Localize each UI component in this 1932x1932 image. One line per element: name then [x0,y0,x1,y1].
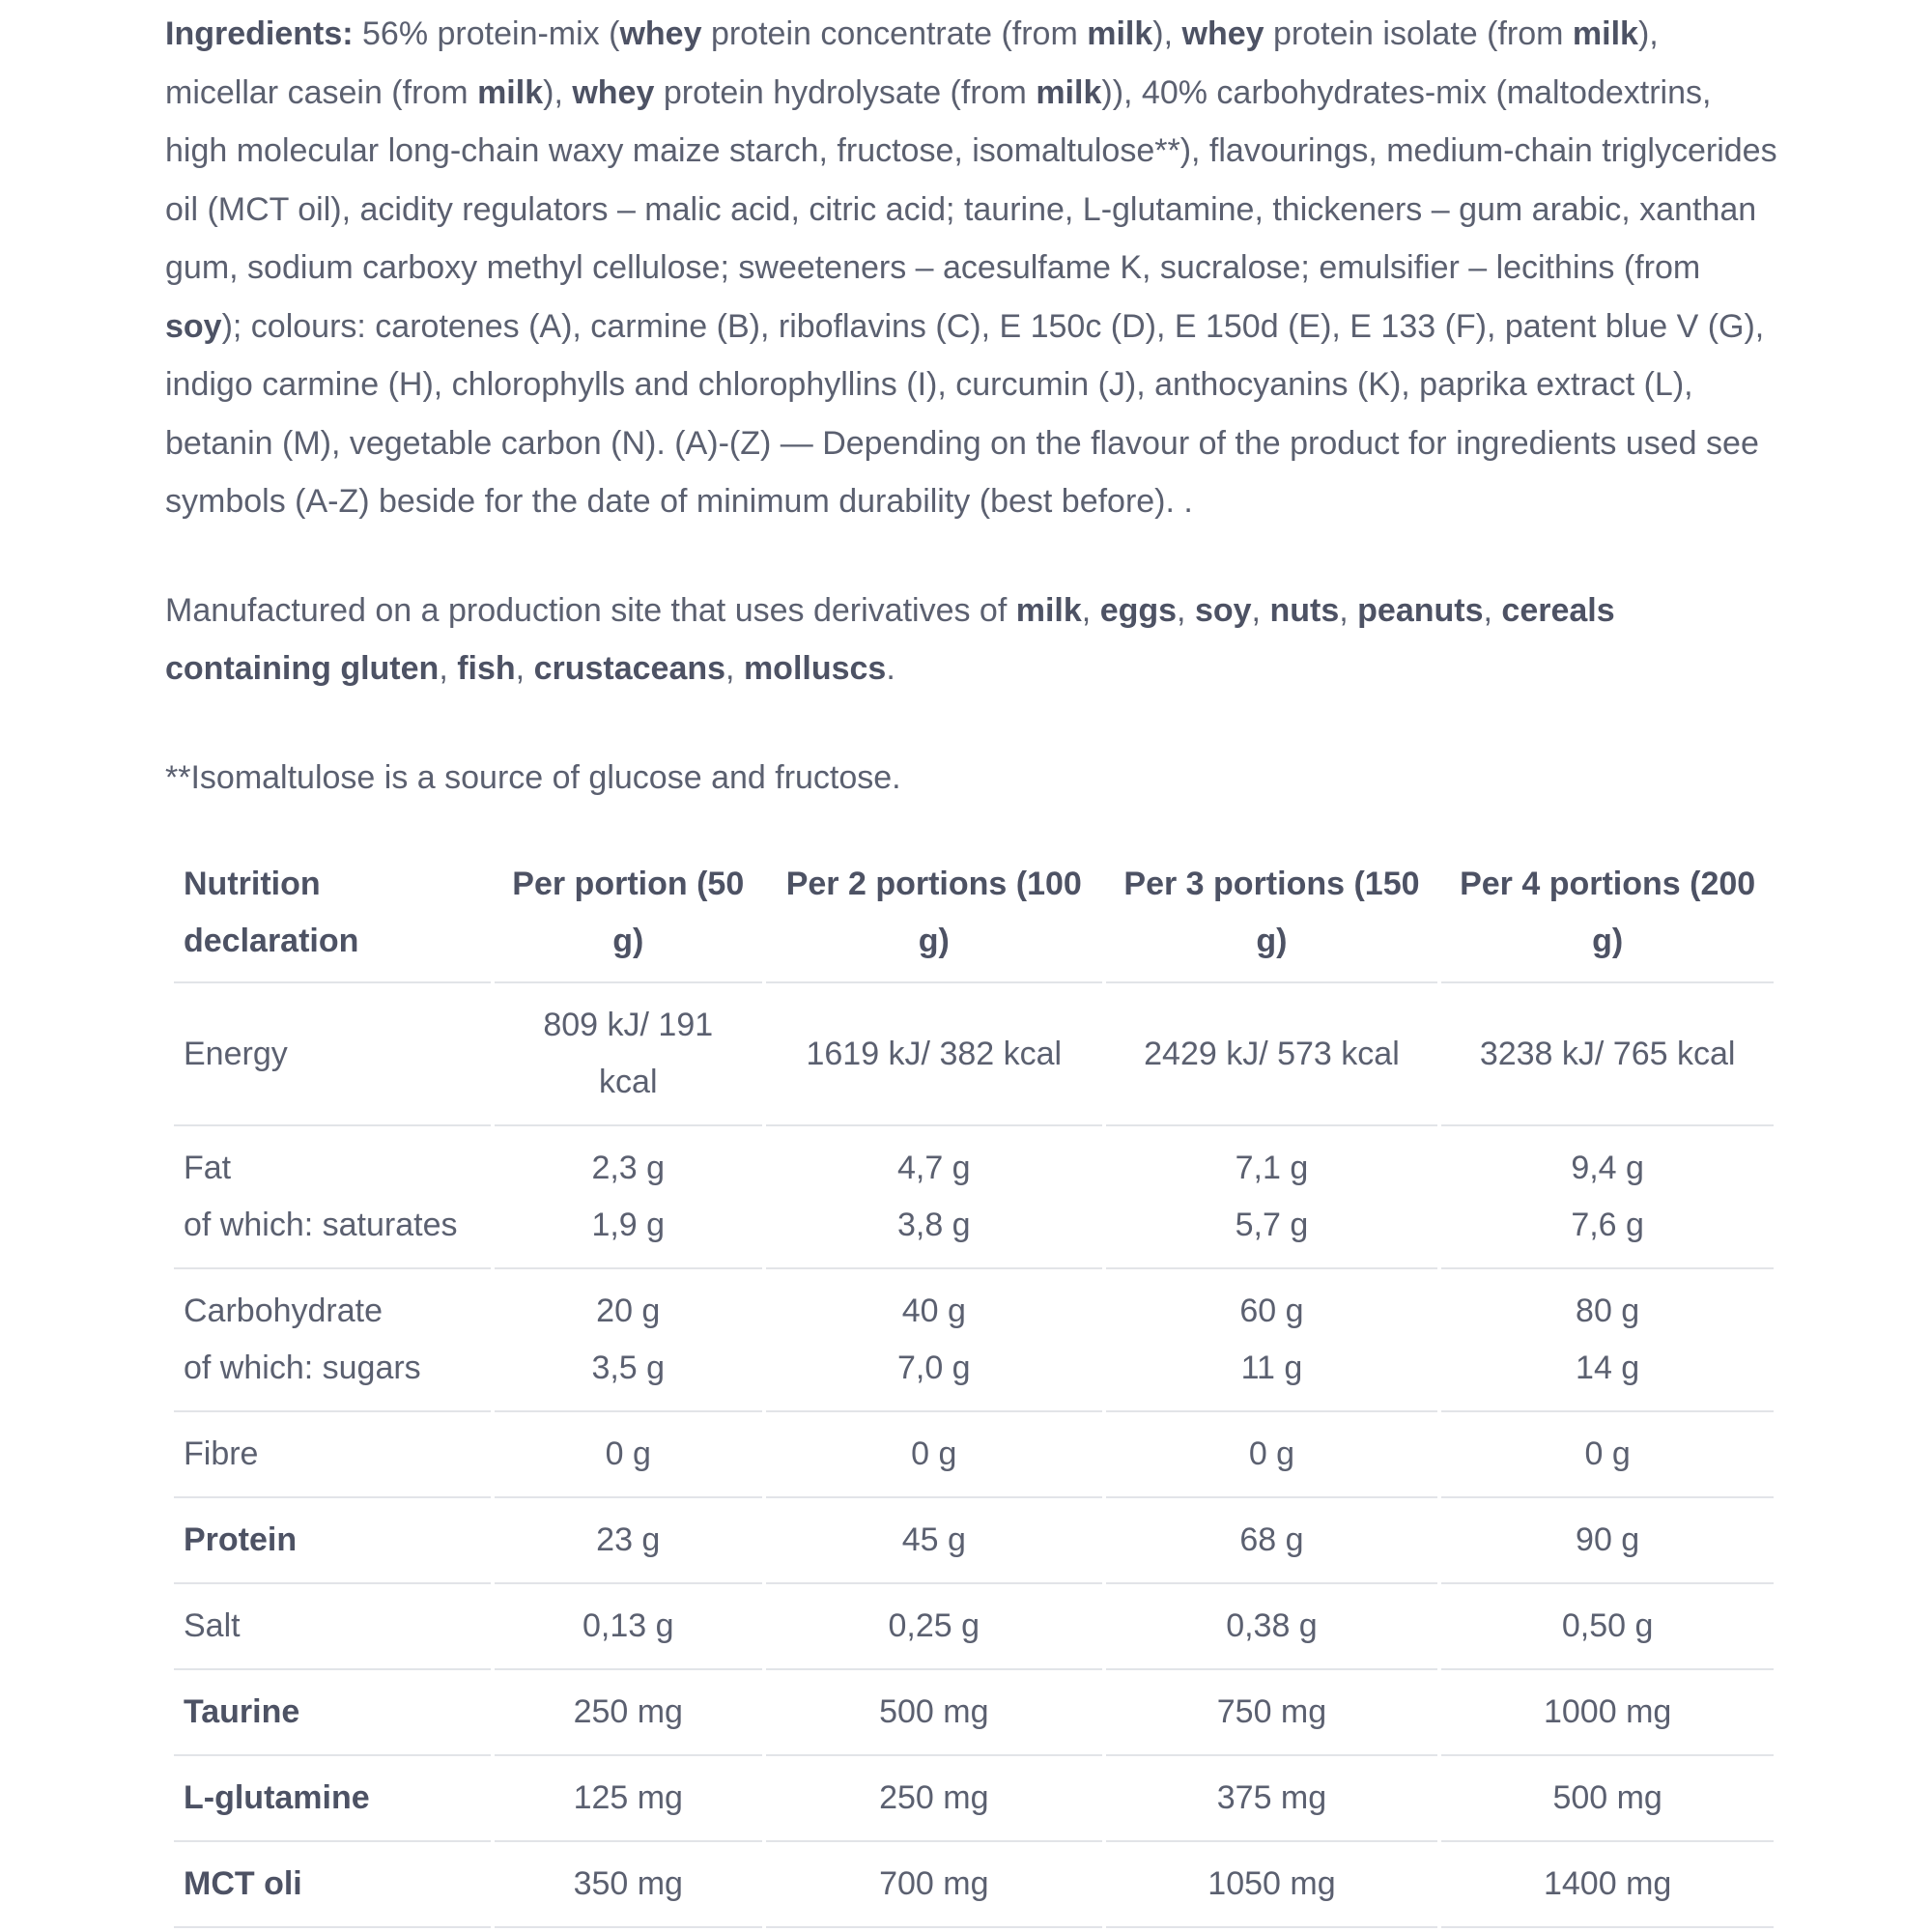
notice-text: . [886,650,895,687]
table-cell [766,1126,1102,1269]
row-label: Fibre [174,1412,491,1498]
row-label [174,1269,491,1412]
allergen-highlight: whey [572,73,655,111]
table-cell: 2429 kJ/ 573 kcal [1106,983,1438,1126]
table-cell: 125 mg [495,1756,762,1842]
notice-text: , [1483,591,1502,629]
table-cell: 500 mg [1441,1756,1774,1842]
allergen-highlight: whey [619,15,702,52]
table-row-fibre [174,1412,1774,1498]
allergen-highlight: whey [1181,15,1264,52]
ingredients-text: ), [1152,15,1182,52]
table-cell: 90 g [1441,1498,1774,1584]
table-cell: 0,38 g [1106,1584,1438,1670]
table-cell [495,1269,762,1412]
table-cell: 0 g [1441,1412,1774,1498]
row-label: MCT oli [174,1842,491,1928]
cell-main: 2,3 g [591,1150,666,1186]
table-row-fat [174,1126,1774,1269]
ingredients-label: Ingredients: [165,15,354,52]
notice-text: Manufactured on a production site that uses derivatives of [165,591,1016,629]
nutrition-table [170,850,1777,1928]
allergen-highlight: milk [477,73,544,111]
table-cell: 250 mg [766,1756,1102,1842]
allergen-highlight: nuts [1269,591,1340,629]
table-cell: 0,50 g [1441,1584,1774,1670]
ingredients-text: protein isolate (from [1264,15,1573,52]
allergen-highlight: milk [1015,591,1082,629]
allergen-highlight: fish [457,650,516,687]
notice-text: , [725,650,744,687]
table-header-row [174,850,1774,983]
header-per-4-portions: Per 4 portions (200 g) [1441,850,1774,983]
notice-text: , [439,650,458,687]
ingredients-text: protein hydrolysate (from [654,73,1037,111]
cell-sub: 3,5 g [591,1350,666,1386]
table-cell: 1400 mg [1441,1842,1774,1928]
ingredients-text: )), 40% carbohydrates-mix (maltodextrins, high molecular long-chain waxy maize starch, fructose, isomaltulose**), flavourings, medium-chain triglycerides oil (MCT oil), acidity regulators – malic acid, citric acid; taurine, L-glutamine, thickeners – gum arabic, xanthan gum, sodium carboxy methyl cellulose; sweeteners – acesulfame K, sucralose; emulsifier – lecithins (from [165,73,1777,286]
table-row-l-glutamine [174,1756,1774,1842]
table-cell: 350 mg [495,1842,762,1928]
table-row-protein [174,1498,1774,1584]
table-cell: 0,25 g [766,1584,1102,1670]
cell-sub: 7,0 g [896,1350,971,1386]
table-cell: 68 g [1106,1498,1438,1584]
allergen-notice [165,582,1778,698]
table-cell: 0 g [766,1412,1102,1498]
allergen-highlight: eggs [1099,591,1178,629]
table-cell: 3238 kJ/ 765 kcal [1441,983,1774,1126]
row-label: L-glutamine [174,1756,491,1842]
table-row-taurine [174,1670,1774,1756]
table-cell: 1000 mg [1441,1670,1774,1756]
cell-sub: 3,8 g [896,1207,971,1243]
allergen-highlight: soy [165,307,222,345]
cell-main: 60 g [1239,1293,1304,1329]
allergen-highlight: molluscs [743,650,887,687]
table-cell: 0 g [1106,1412,1438,1498]
ingredients-text: ); colours: carotenes (A), carmine (B), riboflavins (C), E 150c (D), E 150d (E), E 133 (F), patent blue V (G), indigo carmine (H), chlorophylls and chlorophyllins (I), curcumin (J), anthocyanins (K), paprika extract (L), betanin (M), vegetable carbon (N). (A)-(Z) — Depending on the flavour of the product for ingredients used see symbols (A-Z) beside for the date of minimum durability (best before). . [165,307,1765,520]
table-cell [766,1269,1102,1412]
ingredients-paragraph [165,5,1778,531]
table-row-energy [174,983,1774,1126]
notice-text: , [1251,591,1270,629]
table-cell: 750 mg [1106,1670,1438,1756]
row-label-main: Fat [184,1150,232,1186]
ingredients-text: 56% protein-mix ( [353,15,620,52]
cell-sub: 5,7 g [1235,1207,1309,1243]
table-cell: 250 mg [495,1670,762,1756]
ingredients-text: ), micellar casein (from [165,15,1659,111]
table-cell [1441,1269,1774,1412]
row-label-sub: of which: sugars [184,1350,421,1386]
row-label: Salt [174,1584,491,1670]
table-cell: 0,13 g [495,1584,762,1670]
table-cell [1106,1126,1438,1269]
notice-text: , [515,650,534,687]
cell-main: 4,7 g [896,1150,971,1186]
row-label: Protein [174,1498,491,1584]
row-label: Taurine [174,1670,491,1756]
table-cell: 23 g [495,1498,762,1584]
allergen-highlight: soy [1194,591,1252,629]
allergen-highlight: milk [1572,15,1638,52]
row-label [174,1126,491,1269]
header-per-3-portions: Per 3 portions (150 g) [1106,850,1438,983]
row-label-main: Carbohydrate [184,1293,384,1329]
header-per-portion: Per portion (50 g) [495,850,762,983]
cell-sub: 1,9 g [591,1207,666,1243]
ingredients-text: protein concentrate (from [701,15,1088,52]
table-row-mct-oil [174,1842,1774,1928]
table-cell: 45 g [766,1498,1102,1584]
row-label-sub: of which: saturates [184,1207,458,1243]
table-cell [1441,1126,1774,1269]
row-label: Energy [174,983,491,1126]
table-row-carbohydrate [174,1269,1774,1412]
table-cell: 809 kJ/ 191 kcal [495,983,762,1126]
cell-main: 20 g [596,1293,661,1329]
cell-main: 7,1 g [1235,1150,1309,1186]
notice-text: , [1081,591,1100,629]
table-cell: 0 g [495,1412,762,1498]
cell-main: 40 g [901,1293,966,1329]
table-cell: 700 mg [766,1842,1102,1928]
footnote: **Isomaltulose is a source of glucose and fructose. [165,758,901,796]
table-cell: 500 mg [766,1670,1102,1756]
cell-sub: 11 g [1240,1350,1303,1386]
cell-sub: 7,6 g [1571,1207,1644,1243]
notice-text: , [1177,591,1195,629]
header-per-2-portions: Per 2 portions (100 g) [766,850,1102,983]
table-row-salt [174,1584,1774,1670]
allergen-highlight: milk [1036,73,1102,111]
table-cell: 375 mg [1106,1756,1438,1842]
header-nutrition-declaration: Nutrition declaration [174,850,491,983]
cell-main: 9,4 g [1571,1150,1644,1186]
table-cell: 1050 mg [1106,1842,1438,1928]
cell-sub: 14 g [1576,1350,1640,1386]
allergen-highlight: peanuts [1357,591,1484,629]
allergen-highlight: crustaceans [533,650,726,687]
cell-main: 80 g [1576,1293,1640,1329]
allergen-highlight: cereals containing gluten [165,591,1615,687]
table-cell [495,1126,762,1269]
allergen-highlight: milk [1087,15,1153,52]
notice-text: , [1339,591,1358,629]
table-cell [1106,1269,1438,1412]
table-cell: 1619 kJ/ 382 kcal [766,983,1102,1126]
ingredients-text: ), [543,73,573,111]
